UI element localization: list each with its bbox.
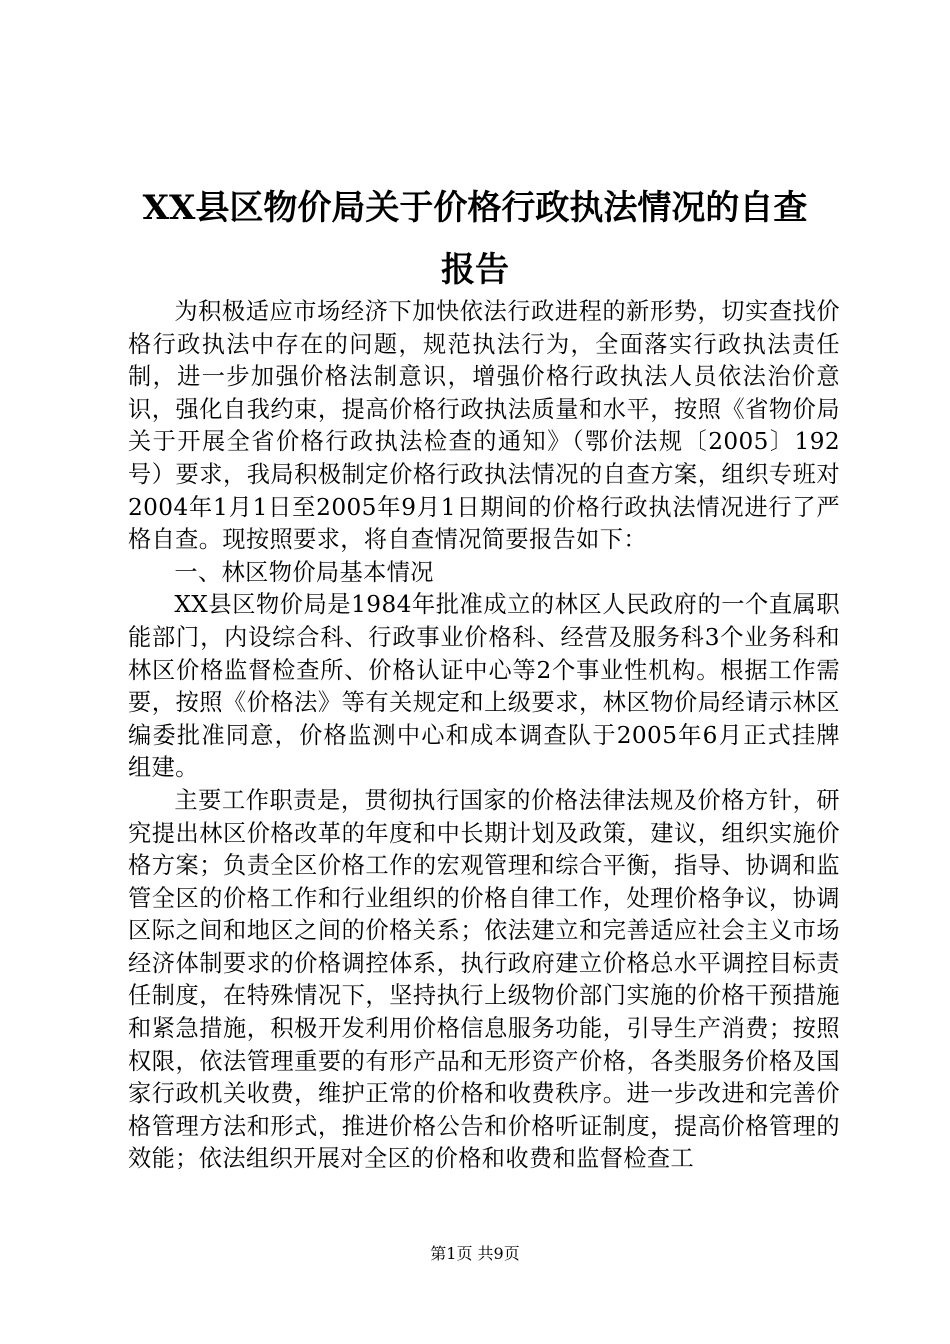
paragraph-bureau-overview: XX县区物价局是1984年批准成立的林区人民政府的一个直属职能部门，内设综合科、行政事业价格科、经营及服务科3个业务科和林区价格监督检查所、价格认证中心等2个事业性机构。根据工作需要，按照《价格法》等有关规定和上级要求，林区物价局经请示林区编委批准同意，价格监测中心和成本调查队于2005年6月正式挂牌组建。 (128, 591, 840, 782)
page-footer: 第1页 共9页 (430, 1244, 520, 1263)
document-body (128, 296, 840, 1176)
section-heading-basic-info: 一、林区物价局基本情况 (174, 558, 434, 586)
paragraph-main-duties: 主要工作职责是，贯彻执行国家的价格法律法规及价格方针，研究提出林区价格改革的年度和中长期计划及政策，建议，组织实施价格方案；负责全区价格工作的宏观管理和综合平衡，指导、协调和监管全区的价格工作和行业组织的价格自律工作，处理价格争议，协调区际之间和地区之间的价格关系；依法建立和完善适应社会主义市场经济体制要求的价格调控体系，执行政府建立价格总水平调控目标责任制度，在特殊情况下，坚持执行上级物价部门实施的价格干预措施和紧急措施，积极开发利用价格信息服务功能，引导生产消费；按照权限，依法管理重要的有形产品和无形资产价格，各类服务价格及国家行政机关收费，维护正常的价格和收费秩序。进一步改进和完善价格管理方法和形式，推进价格公告和价格听证制度，提高价格管理的效能；依法组织开展对全区的价格和收费和监督检查工 (128, 786, 840, 1173)
document-title-line2: 报告 (441, 250, 509, 290)
paragraph-intro: 为积极适应市场经济下加快依法行政进程的新形势，切实查找价格行政执法中存在的问题，规范执法行为，全面落实行政执法责任制，进一步加强价格法制意识，增强价格行政执法人员依法治价意识，强化自我约束，提高价格行政执法质量和水平，按照《省物价局关于开展全省价格行政执法检查的通知》（鄂价法规〔2005〕192号）要求，我局积极制定价格行政执法情况的自查方案，组织专班对2004年1月1日至2005年9月1日期间的价格行政执法情况进行了严格自查。现按照要求，将自查情况简要报告如下： (128, 298, 840, 554)
document-title-line1: XX县区物价局关于价格行政执法情况的自查 (142, 188, 808, 228)
